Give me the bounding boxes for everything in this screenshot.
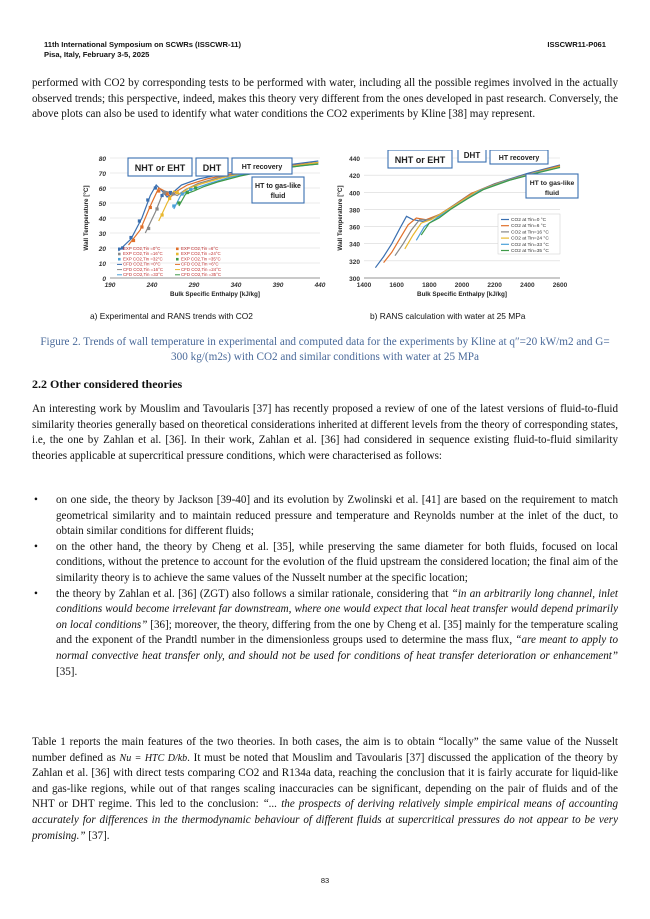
data-point xyxy=(146,198,149,201)
chart-rans-water xyxy=(332,150,580,305)
legend-entry: CFD CO2,Tin =35°C xyxy=(181,272,222,277)
data-point xyxy=(181,192,184,195)
data-point xyxy=(138,219,141,222)
y-tick-label: 80 xyxy=(98,156,106,163)
nusselt-formula: Nu = HTC D/kb xyxy=(119,752,188,764)
legend-entry: CO2 at Tin=33 °C xyxy=(511,242,549,248)
section-heading: 2.2 Other considered theories xyxy=(32,377,183,391)
list-item xyxy=(32,587,618,681)
x-tick-label: 1400 xyxy=(356,282,372,289)
x-tick-label: 1600 xyxy=(389,282,404,289)
y-tick-label: 440 xyxy=(349,156,360,163)
legend-entry: CO2 at Tin=16 °C xyxy=(511,230,549,236)
legend-marker xyxy=(118,248,121,251)
paper-id: ISSCWR11-P061 xyxy=(547,40,606,49)
data-point xyxy=(176,191,179,194)
y-tick-label: 10 xyxy=(98,261,106,268)
data-point xyxy=(132,239,135,242)
page-header xyxy=(44,40,606,60)
legend-entry: CFD CO2,Tin =6°C xyxy=(181,261,219,267)
legend-marker xyxy=(118,258,121,261)
paragraph2-text-a: Table 1 reports the main features of the two theories. In both cases, the aim is to obtain “locally” the same value of the Nusselt number defined as xyxy=(32,736,618,764)
x-tick-label: 2600 xyxy=(552,282,568,289)
legend-marker xyxy=(176,248,179,251)
legend-entry: EXP CO2,Tin =24°C xyxy=(181,251,221,257)
legend-entry: CO2 at Tin=6 °C xyxy=(511,224,547,230)
y-tick-label: 420 xyxy=(349,173,360,181)
figure-2 xyxy=(80,150,580,328)
legend-marker xyxy=(118,253,121,256)
data-point xyxy=(172,204,175,207)
x-tick-label: 340 xyxy=(230,282,242,289)
list-item: • on the other hand, the theory by Cheng et al. [35], while preserving the same diameter for both fluids, focused on local conditions, without the pretence to account for the evolution of the fluid upstream the considered location; the final aim of the similarity theory is to achieve the same values of the Nusselt number at the specific location; xyxy=(32,540,618,587)
subcaption-b: b) RANS calculation with water at 25 MPa xyxy=(370,311,526,321)
x-tick-label: 240 xyxy=(146,282,158,289)
legend-entry: EXP CO2,Tin =32°C xyxy=(123,256,163,262)
bullet3-text-b: [36]; moreover, the theory, differing from the one by Cheng et al. [35] mainly for the temperature scaling and the exponent of the Prandtl number in the dimensionless groups used to determine the mass flux, xyxy=(56,618,618,647)
x-tick-label: 190 xyxy=(104,282,116,289)
data-point xyxy=(186,191,189,194)
data-point xyxy=(140,225,143,228)
section-paragraph-2 xyxy=(32,735,618,844)
data-point xyxy=(189,188,192,191)
x-tick-label: 2400 xyxy=(520,282,535,289)
data-point xyxy=(157,189,160,192)
legend-marker xyxy=(176,258,179,261)
figure-panel-b xyxy=(332,150,580,305)
legend-entry: CFD CO2,Tin =16°C xyxy=(123,266,164,272)
legend-entry: EXP CO2,Tin =6°C xyxy=(181,246,219,251)
annotation-dht: DHT xyxy=(463,151,481,160)
y-tick-label: 400 xyxy=(349,190,360,198)
x-tick-label: 390 xyxy=(272,282,284,289)
data-point xyxy=(163,191,166,194)
y-tick-label: 340 xyxy=(349,241,360,249)
subcaption-a: a) Experimental and RANS trends with CO2 xyxy=(90,311,253,321)
legend-entry: EXP CO2,Tin =0°C xyxy=(123,246,161,251)
annotation-ht-gas-like-1: HT to gas-like xyxy=(255,183,301,190)
chart-experimental-rans-co2 xyxy=(80,150,328,305)
y-tick-label: 0 xyxy=(102,276,106,283)
x-axis-label: Bulk Specific Enthalpy [kJ/kg] xyxy=(170,291,260,298)
data-point xyxy=(154,186,157,189)
x-tick-label: 2000 xyxy=(454,282,470,289)
legend-marker xyxy=(176,253,179,256)
paragraph2-quote: “... the prospects of deriving relatively simple empirical means of accounting accurately for differences in the thermodynamic behaviour of different fluids at supercritical pressures do not appear to be very promising.” xyxy=(32,798,618,842)
data-point xyxy=(194,186,197,189)
data-point xyxy=(160,194,163,197)
y-tick-label: 50 xyxy=(98,201,106,208)
figure-caption: Figure 2. Trends of wall temperature in experimental and computed data for the experiments by Kline at q″=20 kW/m2 and G= 300 kg/(m2s) with CO2 and similar conditions with water at 25 MPa xyxy=(40,336,610,363)
bullet3-text-c: [35]. xyxy=(56,665,78,678)
y-axis-label: Wall Temperature [°C] xyxy=(83,185,90,251)
y-axis-label: Wall Temperature [°C] xyxy=(337,185,344,251)
annotation-ht-recovery: HT recovery xyxy=(498,155,540,162)
annotation-nht-eht: NHT or EHT xyxy=(134,163,186,173)
theory-list xyxy=(32,493,618,680)
y-tick-label: 380 xyxy=(349,207,360,215)
list-item: • on one side, the theory by Jackson [39-40] and its evolution by Zwolinski et al. [41] are based on the requirement to match geometrical similarity and to maintain reduced pressure and temperature and Reynolds number at the inlet of the duct, to obtain similar conditions for different fluids; xyxy=(32,493,618,540)
annotation-nht-eht: NHT or EHT xyxy=(394,155,446,165)
legend-entry: EXP CO2,Tin =16°C xyxy=(123,251,163,257)
page-number: 83 xyxy=(320,876,330,885)
bullet3-quote-1: “in an arbitrarily long channel, inlet conditions would become irrelevant far downstream, where one would expect that local heat transfer would depend primarily on local conditions” xyxy=(56,587,618,631)
x-tick-label: 440 xyxy=(314,282,326,289)
legend-entry: EXP CO2,Tin =35°C xyxy=(181,256,221,262)
data-point xyxy=(147,227,150,230)
data-point xyxy=(160,213,163,216)
annotation-ht-recovery: HT recovery xyxy=(241,164,283,171)
y-tick-label: 360 xyxy=(349,224,360,232)
annotation-ht-gas-like-2: fluid xyxy=(270,193,286,200)
legend-entry: CFD CO2,Tin =0°C xyxy=(123,261,161,267)
annotation-ht-gas-like-2: fluid xyxy=(544,190,560,197)
y-tick-label: 20 xyxy=(98,246,106,253)
annotation-ht-gas-like-1: HT to gas-like xyxy=(529,180,575,187)
data-point xyxy=(129,236,132,239)
data-point xyxy=(155,207,158,210)
data-point xyxy=(171,192,174,195)
legend-entry: CO2 at Tin=24 °C xyxy=(511,236,549,242)
paragraph2-text-c: [37]. xyxy=(85,829,110,842)
x-tick-label: 290 xyxy=(188,282,200,289)
conference-title: 11th International Symposium on SCWRs (ISSCWR-11) xyxy=(44,40,242,49)
legend-entry: CFD CO2,Tin =33°C xyxy=(123,272,164,277)
data-point xyxy=(177,201,180,204)
conference-location: Pisa, Italy, February 3-5, 2025 xyxy=(44,50,150,59)
section-paragraph-1: An interesting work by Mouslim and Tavoularis [37] has recently proposed a review of one of the latest versions of fluid-to-fluid similarity theories generally based on theoretical considerations inherited at different levels from the theory of corresponding states, i.e, the one by Zahlan et al. [36]. In their work, Zahlan et al. [36] had considered in sequence existing fluid-to-fluid similarity theories applicable at supercritical pressure conditions, which were characterised as follows: xyxy=(32,403,618,462)
annotation-dht: DHT xyxy=(202,163,222,173)
paragraph2-text-b: . It must be noted that Mouslim and Tavoularis [37] discussed the application of the theory by Zahlan et al. [36] with direct tests comparing CO2 and R134a data, reaching the conclusion that it is fairly accurate for liquid-like and gas-like regions, while out of that ranges scaling inaccuracies can be significant, depending on the pair of fluids and of the NHT or DHT regime. This led to the conclusion: xyxy=(32,751,619,811)
y-tick-label: 60 xyxy=(98,186,106,193)
x-axis-label: Bulk Specific Enthalpy [kJ/kg] xyxy=(417,291,507,298)
intro-paragraph: performed with CO2 by corresponding tests to be performed with water, including all the possible regimes involved in the actually observed trends; this perspective, indeed, makes this theory very different from the ones developed in past research. Conversely, the above plots can also be used to identify what water conditions the CO2 experiments by Kline [38] may represent. xyxy=(32,77,618,121)
x-tick-label: 1800 xyxy=(422,282,437,289)
legend-entry: CO2 at Tin=0 °C xyxy=(511,218,547,223)
x-tick-label: 2200 xyxy=(487,282,502,289)
legend-entry: CO2 at Tin=35 °C xyxy=(511,249,549,254)
legend-entry: CFD CO2,Tin =24°C xyxy=(181,266,222,272)
y-tick-label: 70 xyxy=(98,171,106,178)
bullet3-text-a: the theory by Zahlan et al. [36] (ZGT) also follows a similar rationale, considering that xyxy=(56,587,452,600)
y-tick-label: 300 xyxy=(349,276,360,283)
y-tick-label: 30 xyxy=(98,231,106,238)
y-tick-label: 320 xyxy=(349,258,360,266)
figure-panel-a xyxy=(80,150,328,305)
bullet3-quote-2: “are meant to apply to normal convective heat transfer only, and should not be used for conditions of heat transfer deterioration or enhancement” xyxy=(56,634,619,662)
data-point xyxy=(149,206,152,209)
data-point xyxy=(168,197,171,200)
y-tick-label: 40 xyxy=(98,216,106,223)
